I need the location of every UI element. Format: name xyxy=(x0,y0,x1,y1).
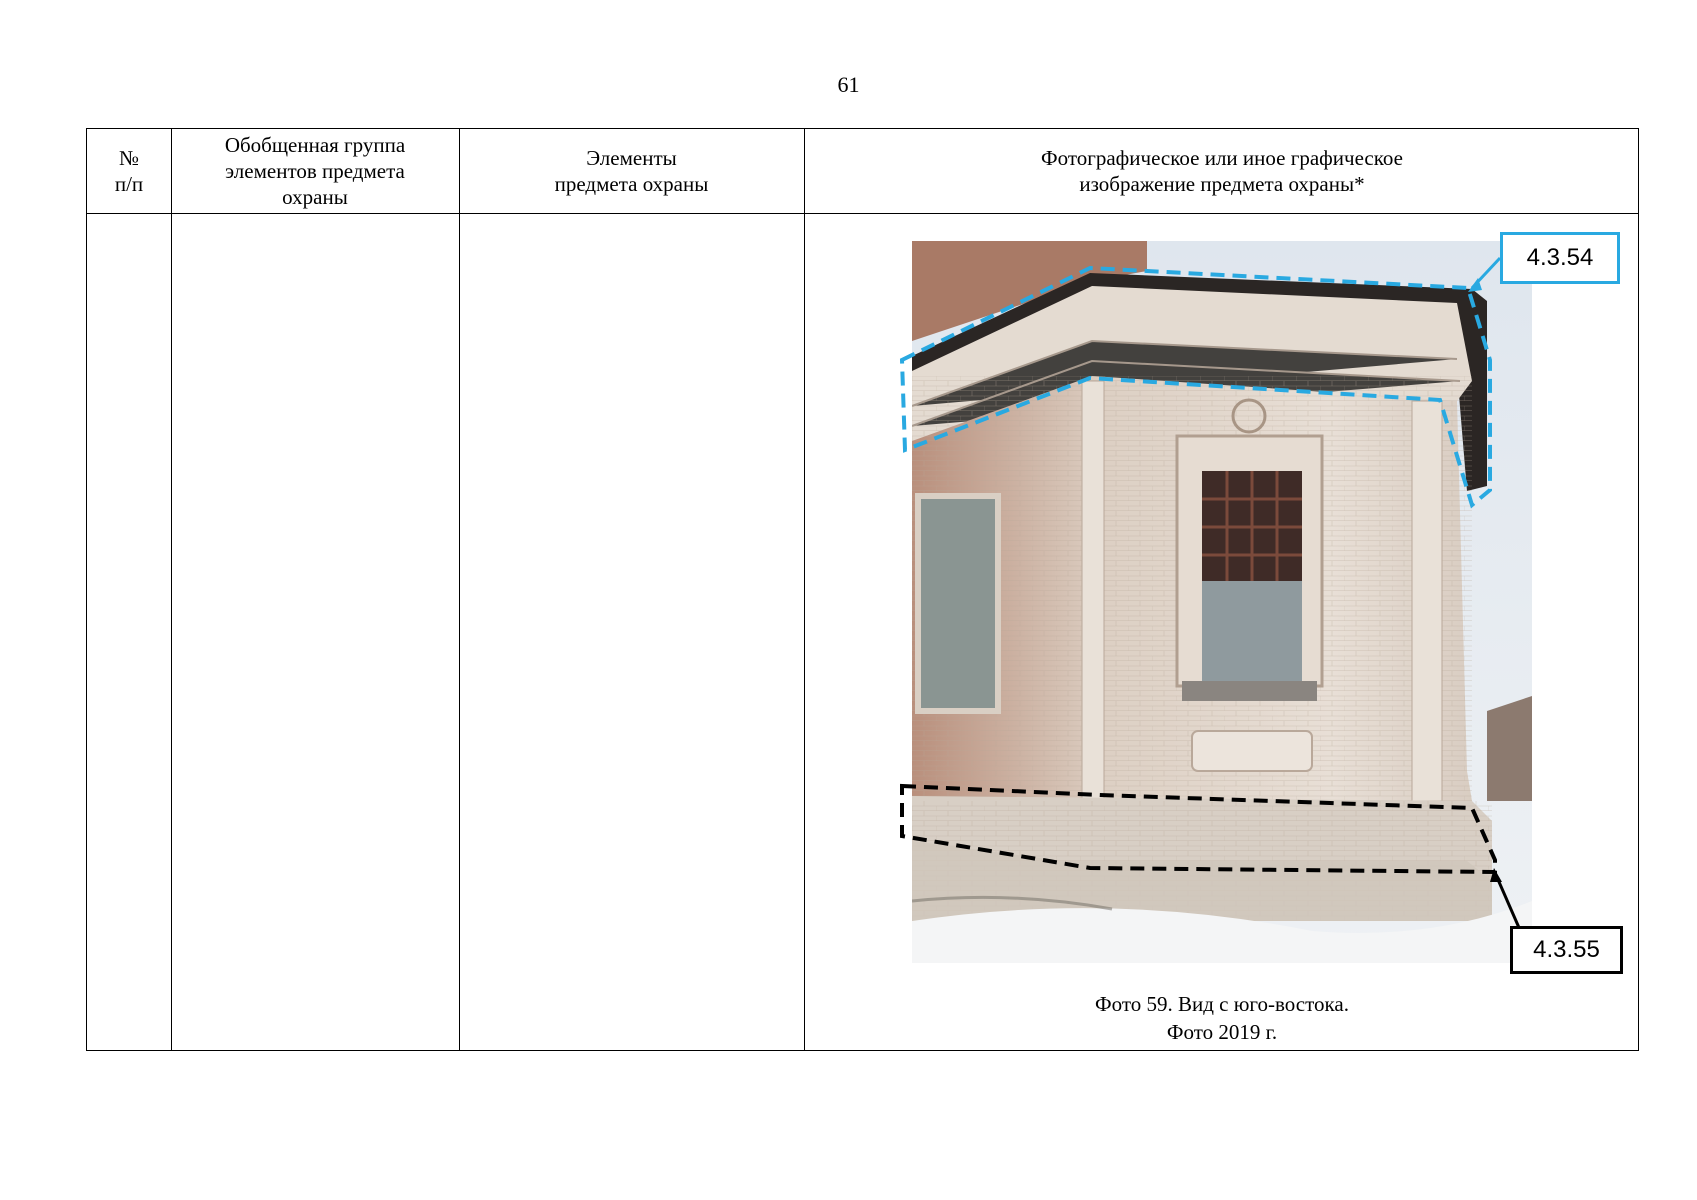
header-elements-line2: предмета охраны xyxy=(554,172,709,196)
bottom-callout-arrow xyxy=(1496,875,1520,930)
header-group-line1: Обобщенная группа xyxy=(224,133,406,157)
caption-line2: Фото 2019 г. xyxy=(1166,1020,1278,1044)
callout-bottom-label: 4.3.55 xyxy=(1510,926,1623,974)
header-image-line2: изображение предмета охраны* xyxy=(1079,172,1365,196)
callout-top-label: 4.3.54 xyxy=(1500,232,1620,284)
header-elements-line1: Элементы xyxy=(586,146,677,170)
page-number: 61 xyxy=(837,72,860,97)
header-group-line3: охраны xyxy=(282,185,348,209)
caption-line1: Фото 59. Вид с юго-востока. xyxy=(1095,992,1349,1016)
header-group-line2: элементов предмета xyxy=(225,159,405,183)
plinth-outline xyxy=(902,786,1495,872)
photo-caption xyxy=(805,990,1639,1046)
header-num-line2: п/п xyxy=(114,172,144,196)
header-image-line1: Фотографическое или иное графическое xyxy=(1041,146,1403,170)
cornice-outline xyxy=(902,268,1490,505)
header-num-line1: № xyxy=(118,146,140,170)
